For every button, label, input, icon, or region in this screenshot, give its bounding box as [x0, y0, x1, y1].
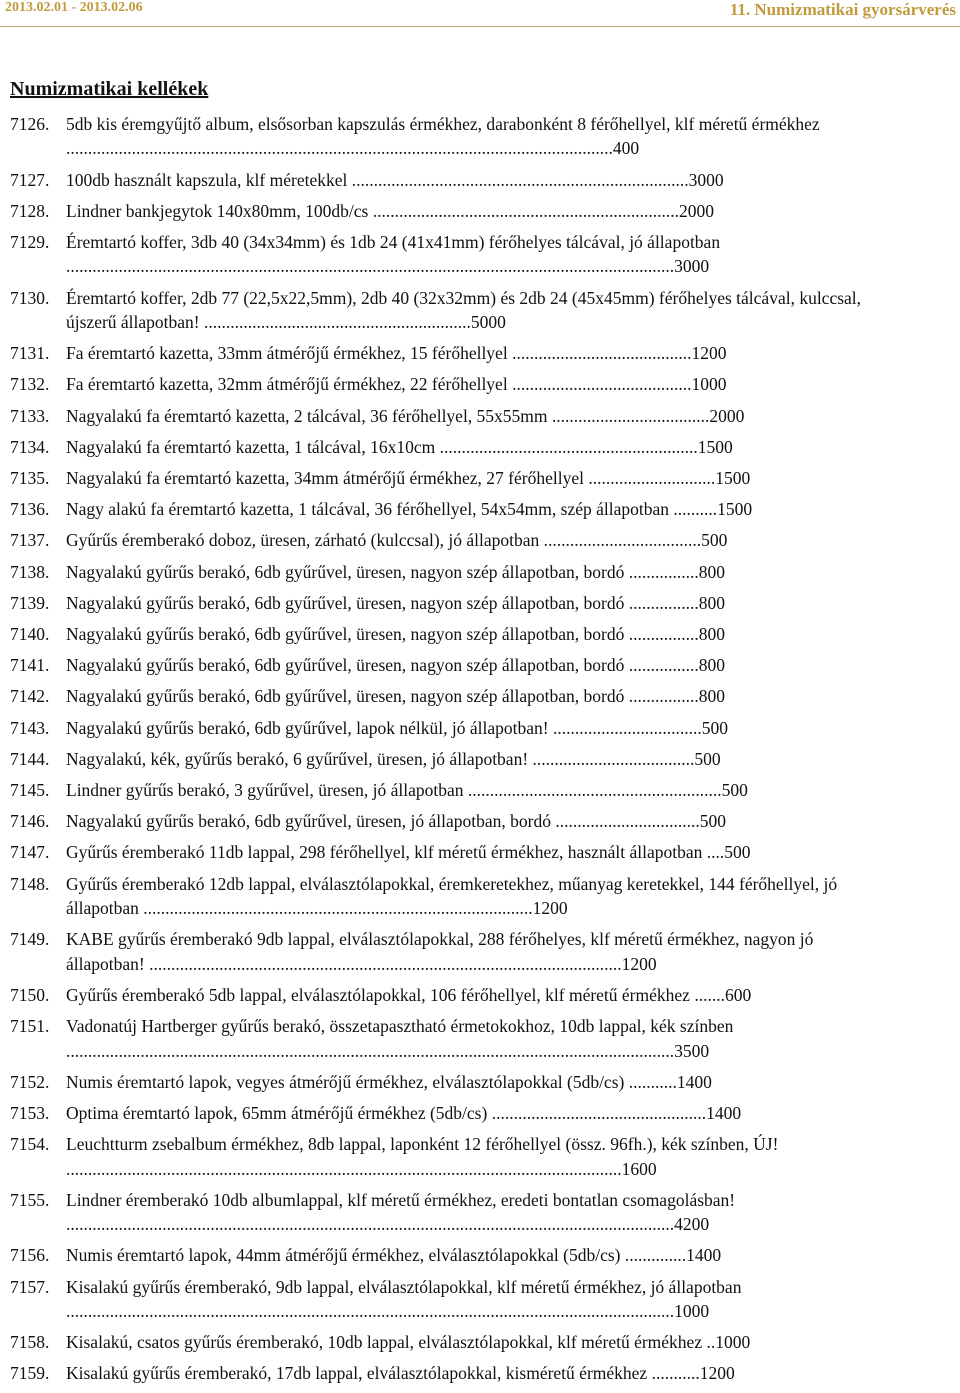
lot-number: 7137. — [10, 530, 50, 551]
lot-price: 4200 — [674, 1214, 710, 1235]
list-item — [10, 435, 870, 459]
lot-number: 7143. — [10, 717, 50, 738]
lot-number: 7134. — [10, 436, 50, 457]
lot-description — [66, 1188, 870, 1237]
list-item — [10, 1243, 870, 1267]
lot-number: 7158. — [10, 1332, 50, 1353]
leader-dots: ............................................................................................................................... — [66, 1158, 622, 1179]
lot-price: 500 — [699, 811, 727, 832]
lot-description — [66, 372, 870, 396]
leader-dots: .. — [702, 1332, 716, 1353]
lot-description — [66, 591, 870, 615]
lot-description — [66, 404, 870, 428]
lot-number: 7127. — [10, 169, 50, 190]
list-item — [10, 622, 870, 646]
lot-description — [66, 983, 870, 1007]
list-item — [10, 1330, 870, 1354]
list-item — [10, 404, 870, 428]
list-item — [10, 112, 870, 161]
lot-number: 7149. — [10, 929, 50, 950]
list-item — [10, 168, 870, 192]
lot-description — [66, 716, 870, 740]
lot-description — [66, 1014, 870, 1063]
lot-price: 1000 — [691, 374, 727, 395]
lot-description — [66, 466, 870, 490]
lot-price: 500 — [721, 780, 748, 801]
lot-text: Gyűrűs éremberakó doboz, üresen, zárható (kulccsal), jó állapotban — [66, 530, 540, 551]
lot-text: Gyűrűs éremberakó 12db lappal, elválasztólapokkal, éremkeretekhez, műanyag keretekkel, 144 férőhellyel, jó állapotban — [66, 873, 838, 919]
lot-number: 7157. — [10, 1276, 50, 1297]
leader-dots: ......................................................................................... — [138, 898, 533, 919]
list-item — [10, 983, 870, 1007]
lot-description — [66, 684, 870, 708]
lot-price: 1200 — [691, 343, 727, 364]
leader-dots: ........................................................................................................................................... — [66, 1214, 675, 1235]
lot-description — [66, 778, 870, 802]
lot-text: Numis éremtartó lapok, vegyes átmérőjű érmékhez, elválasztólapokkal (5db/cs) — [66, 1071, 625, 1092]
lot-price: 1500 — [697, 436, 733, 457]
lot-price: 3500 — [674, 1040, 710, 1061]
leader-dots: ................ — [624, 686, 699, 707]
leader-dots: .......................................................... — [463, 780, 722, 801]
list-item — [10, 927, 870, 976]
lot-description — [66, 1361, 870, 1385]
leader-dots: .................................... — [539, 530, 702, 551]
leader-dots: .............. — [620, 1245, 687, 1266]
date-range: 2013.02.01 - 2013.02.06 — [5, 0, 143, 15]
list-item — [10, 872, 870, 921]
lot-text: Fa éremtartó kazetta, 32mm átmérőjű érmékhez, 22 férőhellyel — [66, 374, 508, 395]
lot-text: Éremtartó koffer, 3db 40 (34x34mm) és 1db 24 (41x41mm) férőhelyes tálcával, jó állapotban — [66, 232, 721, 253]
leader-dots: ....... — [689, 984, 725, 1005]
page-header — [0, 0, 960, 27]
lot-description — [66, 622, 870, 646]
leader-dots: ........................................................................................................................................... — [66, 1040, 675, 1061]
leader-dots: ................ — [624, 655, 699, 676]
leader-dots: ............................................................................. — [347, 169, 689, 190]
lot-text: 100db használt kapszula, klf méretekkel — [66, 169, 348, 190]
lot-number: 7151. — [10, 1016, 50, 1037]
lot-price: 800 — [698, 561, 726, 582]
lot-price: 400 — [612, 138, 640, 159]
lot-price: 1400 — [706, 1102, 742, 1123]
leader-dots: ................ — [624, 561, 699, 582]
lot-text: Nagyalakú fa éremtartó kazetta, 2 tálcával, 36 férőhellyel, 55x55mm — [66, 405, 548, 426]
lot-number: 7159. — [10, 1363, 50, 1384]
lot-text: Nagyalakú gyűrűs berakó, 6db gyűrűvel, üresen, jó állapotban, bordó — [66, 811, 552, 832]
lot-number: 7148. — [10, 873, 50, 894]
leader-dots: ................................................. — [487, 1102, 707, 1123]
list-item — [10, 1361, 870, 1385]
list-item — [10, 372, 870, 396]
lot-description — [66, 1132, 870, 1181]
lot-price: 500 — [701, 530, 728, 551]
lot-price: 1000 — [715, 1332, 751, 1353]
lot-price: 500 — [724, 842, 751, 863]
lot-price: 1400 — [686, 1245, 722, 1266]
lot-price: 1000 — [674, 1300, 710, 1321]
leader-dots: ............................................................. — [199, 312, 471, 333]
lot-text: Kisalakú gyűrűs éremberakó, 9db lappal, elválasztólapokkal, klf méretű érmékhez, jó állapotban — [66, 1276, 742, 1297]
lot-number: 7147. — [10, 842, 50, 863]
lot-price: 1200 — [699, 1363, 735, 1384]
lot-price: 3000 — [674, 256, 710, 277]
lot-number: 7133. — [10, 405, 50, 426]
lot-number: 7152. — [10, 1071, 50, 1092]
list-item — [10, 684, 870, 708]
list-item — [10, 809, 870, 833]
lot-description — [66, 809, 870, 833]
leader-dots: .......... — [669, 499, 718, 520]
lot-price: 2000 — [709, 405, 745, 426]
leader-dots: .... — [702, 842, 725, 863]
list-item — [10, 1014, 870, 1063]
lot-description — [66, 840, 870, 864]
lot-price: 800 — [698, 592, 726, 613]
lot-number: 7131. — [10, 343, 50, 364]
leader-dots: ...................................................................... — [368, 200, 679, 221]
lot-number: 7142. — [10, 686, 50, 707]
lot-number: 7153. — [10, 1102, 50, 1123]
lot-description — [66, 747, 870, 771]
lot-price: 1500 — [717, 499, 753, 520]
list-item — [10, 497, 870, 521]
lot-number: 7126. — [10, 114, 50, 134]
lot-description — [66, 1101, 870, 1125]
lot-text: Nagyalakú gyűrűs berakó, 6db gyűrűvel, üresen, nagyon szép állapotban, bordó — [66, 561, 625, 582]
leader-dots: ..................................... — [528, 748, 695, 769]
lot-text: Nagyalakú gyűrűs berakó, 6db gyűrűvel, lapok nélkül, jó állapotban! — [66, 717, 549, 738]
lot-description — [66, 341, 870, 365]
lot-description — [66, 112, 870, 161]
lot-number: 7146. — [10, 811, 50, 832]
leader-dots: ........................................................... — [435, 436, 698, 457]
lot-text: Nagy alakú fa éremtartó kazetta, 1 tálcával, 36 férőhellyel, 54x54mm, szép állapotban — [66, 499, 670, 520]
lot-number: 7144. — [10, 748, 50, 769]
leader-dots: ................ — [624, 592, 699, 613]
lot-text: Gyűrűs éremberakó 5db lappal, elválasztólapokkal, 106 férőhellyel, klf méretű érmékhez — [66, 984, 690, 1005]
lot-number: 7136. — [10, 499, 50, 520]
list-item — [10, 1275, 870, 1324]
lot-number: 7154. — [10, 1134, 50, 1155]
list-item — [10, 1101, 870, 1125]
lot-price: 500 — [701, 717, 728, 738]
list-item — [10, 778, 870, 802]
lot-number: 7128. — [10, 200, 50, 221]
leader-dots: ......................................... — [507, 374, 692, 395]
list-item — [10, 1070, 870, 1094]
lot-description — [66, 872, 870, 921]
lot-text: Lindner éremberakó 10db albumlappal, klf méretű érmékhez, eredeti bontatlan csomagolásban! — [66, 1189, 736, 1210]
lot-description — [66, 528, 870, 552]
list-item — [10, 840, 870, 864]
lot-number: 7156. — [10, 1245, 50, 1266]
lot-description — [66, 435, 870, 459]
lot-text: Kisalakú gyűrűs éremberakó, 17db lappal, elválasztólapokkal, kisméretű érmékhez — [66, 1363, 648, 1384]
leader-dots: ............................................................................................................ — [144, 953, 622, 974]
lot-text: Nagyalakú fa éremtartó kazetta, 1 tálcával, 16x10cm — [66, 436, 436, 457]
lot-price: 1400 — [676, 1071, 712, 1092]
lot-number: 7140. — [10, 624, 50, 645]
lot-text: Nagyalakú gyűrűs berakó, 6db gyűrűvel, üresen, nagyon szép állapotban, bordó — [66, 655, 625, 676]
lot-price: 800 — [698, 655, 726, 676]
lot-text: Éremtartó koffer, 2db 77 (22,5x22,5mm), 2db 40 (32x32mm) és 2db 24 (45x45mm) férőhelyes tálcával, kulccsal, újszerű állapotban! — [66, 287, 862, 333]
lot-text: Kisalakú, csatos gyűrűs éremberakó, 10db lappal, elválasztólapokkal, klf méretű érmékhez — [66, 1332, 703, 1353]
lot-description — [66, 168, 870, 192]
list-item — [10, 286, 870, 335]
list-item — [10, 230, 870, 279]
lot-description — [66, 1275, 870, 1324]
lot-description — [66, 560, 870, 584]
lot-text: Lindner gyűrűs berakó, 3 gyűrűvel, üresen, jó állapotban — [66, 780, 464, 801]
list-item — [10, 560, 870, 584]
lot-number: 7138. — [10, 561, 50, 582]
leader-dots: ............................................................................................................................. — [66, 138, 613, 159]
lot-text: Vadonatúj Hartberger gyűrűs berakó, összetapasztható érmetokokhoz, 10db lappal, kék színben — [66, 1016, 734, 1037]
list-item — [10, 1132, 870, 1181]
list-item — [10, 466, 870, 490]
leader-dots: ................ — [624, 624, 699, 645]
lot-number: 7155. — [10, 1189, 50, 1210]
lot-number: 7150. — [10, 984, 50, 1005]
section-title: Numizmatikai kellékek — [10, 78, 209, 100]
list-item — [10, 747, 870, 771]
lot-number: 7135. — [10, 468, 50, 489]
lot-list — [10, 112, 950, 1393]
leader-dots: ........... — [624, 1071, 677, 1092]
lot-price: 1600 — [621, 1158, 657, 1179]
lot-text: Gyűrűs éremberakó 11db lappal, 298 férőhellyel, klf méretű érmékhez, használt állapotban — [66, 842, 703, 863]
lot-price: 600 — [724, 984, 752, 1005]
leader-dots: ........................................................................................................................................... — [66, 1300, 675, 1321]
leader-dots: ................................. — [551, 811, 700, 832]
lot-text: Fa éremtartó kazetta, 33mm átmérőjű érmékhez, 15 férőhellyel — [66, 343, 508, 364]
lot-price: 1500 — [715, 468, 751, 489]
lot-text: Nagyalakú gyűrűs berakó, 6db gyűrűvel, üresen, nagyon szép állapotban, bordó — [66, 624, 625, 645]
lot-text: Nagyalakú, kék, gyűrűs berakó, 6 gyűrűvel, üresen, jó állapotban! — [66, 748, 529, 769]
lot-price: 1200 — [532, 898, 568, 919]
lot-description — [66, 1070, 870, 1094]
list-item — [10, 341, 870, 365]
lot-number: 7145. — [10, 780, 50, 801]
lot-text: Optima éremtartó lapok, 65mm átmérőjű érmékhez (5db/cs) — [66, 1102, 488, 1123]
lot-price: 2000 — [678, 200, 714, 221]
list-item — [10, 528, 870, 552]
lot-description — [66, 497, 870, 521]
lot-text: 5db kis éremgyűjtő album, elsősorban kapszulás érmékhez, darabonként 8 férőhellyel, klf méretű érmékhez — [66, 114, 820, 134]
lot-text: Lindner bankjegytok 140x80mm, 100db/cs — [66, 200, 369, 221]
lot-number: 7139. — [10, 592, 50, 613]
lot-number: 7130. — [10, 287, 50, 308]
lot-number: 7132. — [10, 374, 50, 395]
leader-dots: .................................... — [547, 405, 710, 426]
lot-price: 800 — [698, 624, 726, 645]
lot-description — [66, 286, 870, 335]
lot-text: Nagyalakú gyűrűs berakó, 6db gyűrűvel, üresen, nagyon szép állapotban, bordó — [66, 592, 625, 613]
list-item — [10, 591, 870, 615]
lot-description — [66, 653, 870, 677]
leader-dots: ........................................................................................................................................... — [66, 256, 675, 277]
leader-dots: ......................................... — [507, 343, 692, 364]
lot-description — [66, 1330, 870, 1354]
list-item — [10, 716, 870, 740]
leader-dots: .................................. — [548, 717, 702, 738]
lot-text: Numis éremtartó lapok, 44mm átmérőjű érmékhez, elválasztólapokkal (5db/cs) — [66, 1245, 621, 1266]
lot-description — [66, 927, 870, 976]
lot-price: 800 — [698, 686, 726, 707]
list-item — [10, 653, 870, 677]
lot-number: 7141. — [10, 655, 50, 676]
lot-price: 5000 — [470, 312, 506, 333]
list-item — [10, 199, 870, 223]
lot-number: 7129. — [10, 232, 50, 253]
lot-price: 3000 — [688, 169, 724, 190]
lot-description — [66, 230, 870, 279]
lot-text: KABE gyűrűs éremberakó 9db lappal, elválasztólapokkal, 288 férőhelyes, klf méretű érmékhez, nagyon jó állapotban! — [66, 929, 814, 974]
leader-dots: ............................. — [583, 468, 716, 489]
lot-text: Nagyalakú gyűrűs berakó, 6db gyűrűvel, üresen, nagyon szép állapotban, bordó — [66, 686, 625, 707]
lot-text: Leuchtturm zsebalbum érmékhez, 8db lappal, laponként 12 férőhellyel (össz. 96fh.), kék színben, ÚJ! — [66, 1134, 779, 1155]
lot-description — [66, 199, 870, 223]
lot-description — [66, 1243, 870, 1267]
lot-price: 500 — [694, 748, 721, 769]
list-item — [10, 1188, 870, 1237]
leader-dots: ........... — [647, 1363, 700, 1384]
auction-title: 11. Numizmatikai gyorsárverés — [729, 0, 956, 19]
lot-text: Nagyalakú fa éremtartó kazetta, 34mm átmérőjű érmékhez, 27 férőhellyel — [66, 468, 584, 489]
lot-price: 1200 — [621, 953, 657, 974]
